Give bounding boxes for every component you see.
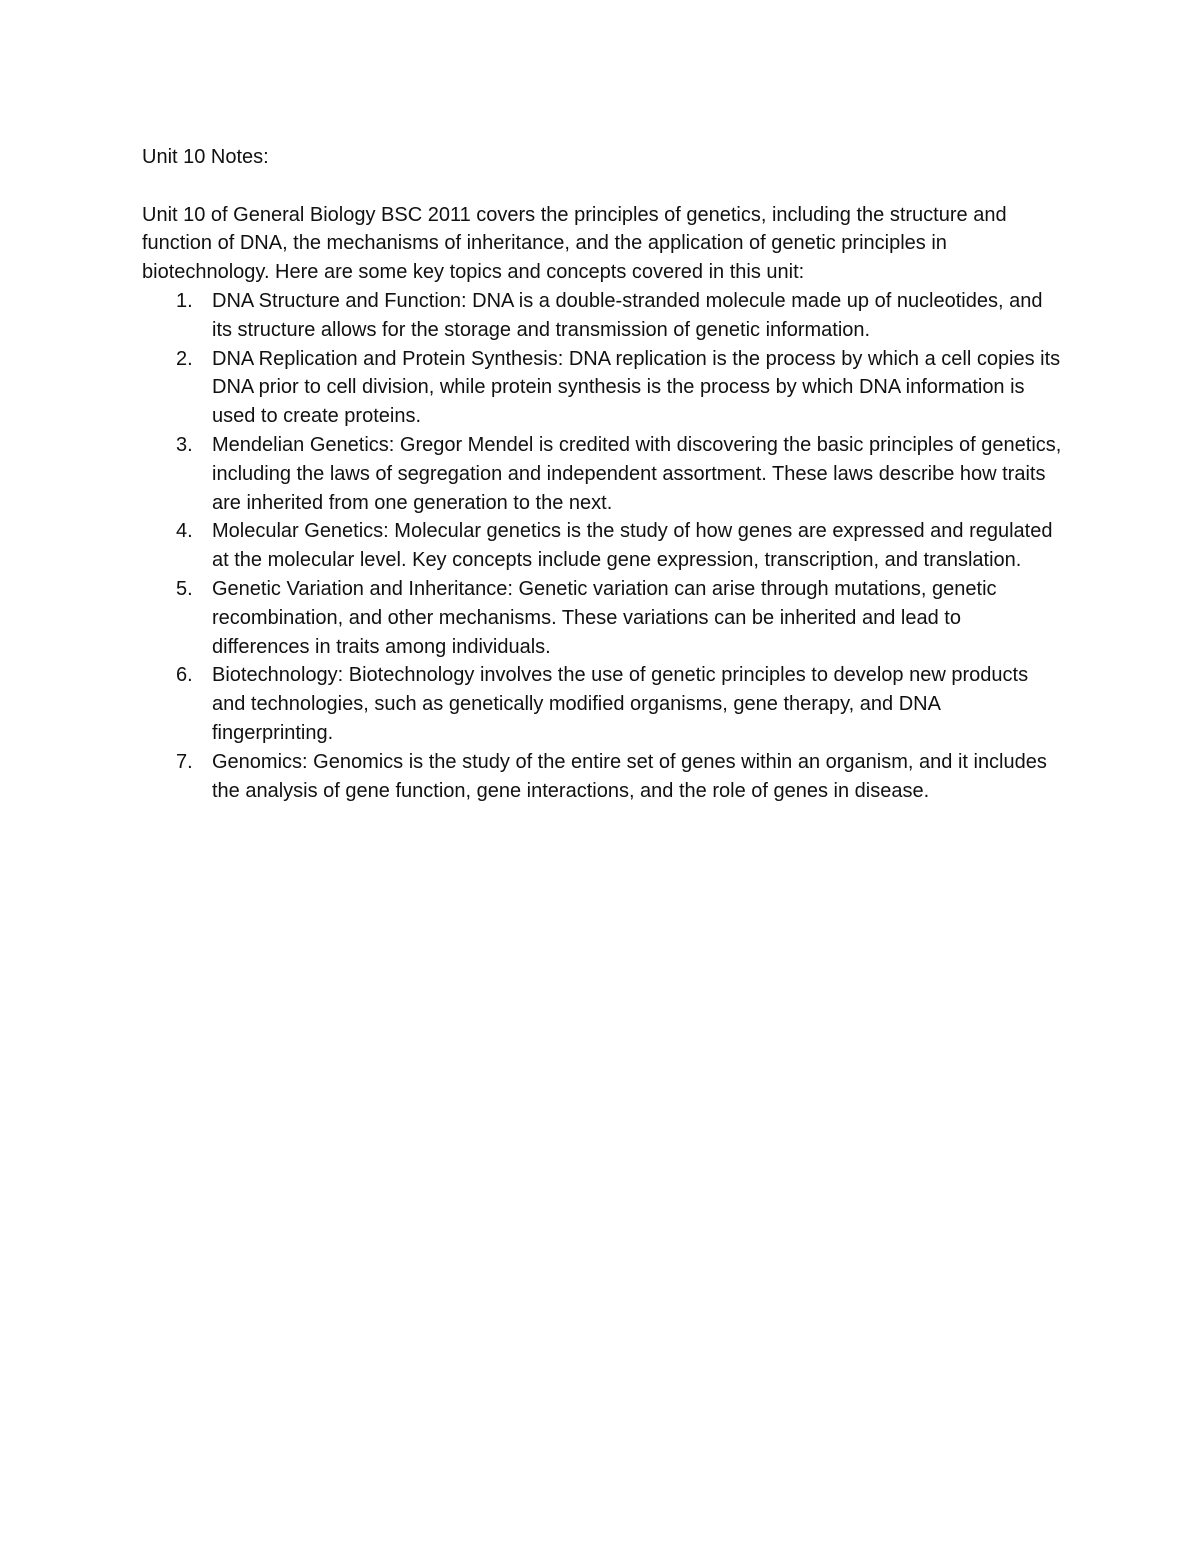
document-body <box>142 143 1062 805</box>
topic-text: Molecular Genetics: Molecular genetics is the study of how genes are expressed and regulated at the molecular level. Key concepts include gene expression, transcription, and translation. <box>212 520 1053 572</box>
topic-number: 6. <box>176 664 193 687</box>
topic-text: Mendelian Genetics: Gregor Mendel is credited with discovering the basic principles of genetics, including the laws of segregation and independent assortment. These laws describe how traits are inherited from one generation to the next. <box>212 433 1062 514</box>
topic-number: 7. <box>176 750 193 773</box>
topic-item <box>142 287 1062 345</box>
topic-item <box>142 345 1062 431</box>
topic-item <box>142 575 1062 661</box>
topic-number: 3. <box>176 433 193 456</box>
topic-number: 5. <box>176 577 193 600</box>
topic-number: 2. <box>176 347 193 370</box>
intro-paragraph: Unit 10 of General Biology BSC 2011 covers the principles of genetics, including the structure and function of DNA, the mechanisms of inheritance, and the application of genetic principles in biotechnology. Here are some key topics and concepts covered in this unit: <box>142 203 1007 284</box>
document-title: Unit 10 Notes: <box>142 146 269 168</box>
topic-item <box>142 431 1062 517</box>
topic-item <box>142 661 1062 747</box>
topic-text: Biotechnology: Biotechnology involves the use of genetic principles to develop new products and technologies, such as genetically modified organisms, gene therapy, and DNA fingerprinting. <box>212 664 1029 744</box>
topic-number: 4. <box>176 520 193 543</box>
topic-text: DNA Replication and Protein Synthesis: DNA replication is the process by which a cell copies its DNA prior to cell division, while protein synthesis is the process by which DNA information is used to create proteins. <box>212 347 1061 428</box>
topic-item <box>142 517 1062 575</box>
topic-text: DNA Structure and Function: DNA is a double-stranded molecule made up of nucleotides, and its structure allows for the storage and transmission of genetic information. <box>212 289 1043 341</box>
topic-text: Genomics: Genomics is the study of the entire set of genes within an organism, and it includes the analysis of gene function, gene interactions, and the role of genes in disease. <box>212 750 1047 802</box>
topic-list <box>142 287 1062 805</box>
topic-text: Genetic Variation and Inheritance: Genetic variation can arise through mutations, genetic recombination, and other mechanisms. These variations can be inherited and lead to differences in traits among individuals. <box>212 577 997 658</box>
topic-item <box>142 748 1062 806</box>
topic-number: 1. <box>176 289 193 312</box>
